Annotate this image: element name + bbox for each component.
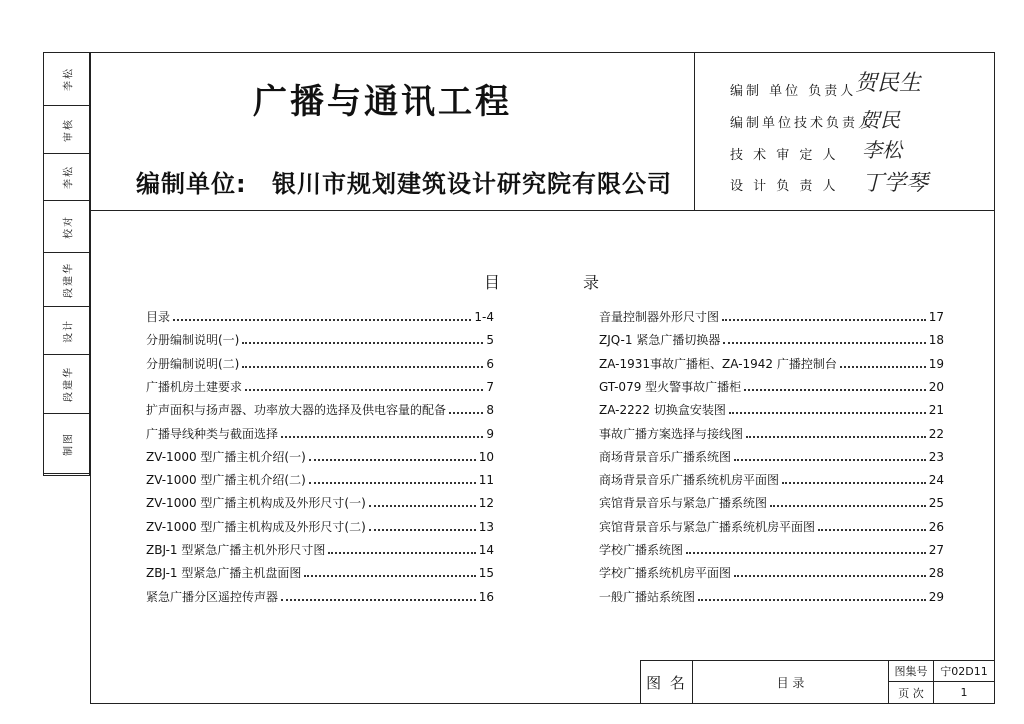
atlas-title: 广播与通讯工程 [253,82,512,122]
toc-entry-page: 20 [928,379,944,394]
toc-entry-page: 25 [928,496,944,511]
toc-entry-page: 10 [478,449,494,464]
toc-entry-title: 分册编制说明(一) [146,333,240,348]
toc-entry-title: ZV-1000 型广播主机介绍(一) [146,449,306,464]
toc-leader-dots [698,599,926,601]
toc-entry-title: ZJQ-1 紧急广播切换器 [599,333,721,348]
signature-cell [44,53,89,106]
toc-entry-page: 18 [928,333,944,348]
signature-cell-text: 段建华 [63,366,74,402]
toc-entry-page: 8 [486,403,494,418]
toc-leader-dots [281,599,476,601]
signature: 丁学琴 [862,171,929,196]
toc-entry[interactable] [146,355,494,375]
toc-entry-title: 商场背景音乐广播系统图 [599,449,732,464]
drawing-name-label: 图 名 [641,661,693,703]
toc-leader-dots [369,529,476,531]
toc-leader-dots [328,552,475,554]
signature-cell-text: 李松 [63,165,74,189]
toc-entry-title: 广播导线种类与截面选择 [146,426,279,441]
role-label: 技 术 审 定 人 [730,148,839,163]
toc-entry-title: 商场背景音乐广播系统机房平面图 [599,473,780,488]
toc-entry-title: ZV-1000 型广播主机构成及外形尺寸(二) [146,519,366,534]
toc-entry[interactable] [599,378,944,398]
toc-entry-page: 11 [478,473,494,488]
toc-entry[interactable] [599,355,944,375]
toc-entry[interactable] [146,448,494,468]
toc-leader-dots [729,412,926,414]
toc-heading-left: 目 [484,273,501,292]
toc-leader-dots [304,575,475,577]
header-divider [90,210,995,211]
toc-entry-title: 紧急广播分区遥控传声器 [146,589,279,604]
toc-entry-page: 26 [928,519,944,534]
toc-entry[interactable] [146,471,494,491]
signature-cell-text: 审核 [63,117,74,142]
signature-cell-text: 李松 [63,67,74,91]
toc-entry[interactable] [599,564,944,584]
toc-entry[interactable] [599,518,944,538]
signature: 贺民生 [855,71,922,96]
toc-entry-title: 一般广播站系统图 [599,589,696,604]
page-number-value: 1 [960,686,968,699]
page-number-label: 页 次 [889,682,934,703]
toc-entry-title: 扩声面积与扬声器、功率放大器的选择及供电容量的配备 [146,403,447,418]
toc-leader-dots [309,459,476,461]
toc-entry-title: 音量控制器外形尺寸图 [599,310,720,324]
atlas-number-value: 宁02D11 [934,661,994,682]
toc-entry-title: 事故广播方案选择与接线图 [599,426,744,441]
toc-entry[interactable] [146,425,494,445]
toc-entry[interactable] [146,588,494,608]
toc-entry-title: ZBJ-1 型紧急广播主机盘面图 [146,566,302,581]
toc-entry[interactable] [599,448,944,468]
toc-leader-dots [722,319,926,321]
toc-entry[interactable] [599,541,944,561]
role-label: 编制单位技术负责人 [730,116,875,131]
toc-entry-title: 宾馆背景音乐与紧急广播系统机房平面图 [599,519,816,534]
toc-leader-dots [173,319,471,321]
toc-entry-page: 24 [928,473,944,488]
toc-entry-title: ZBJ-1 型紧急广播主机外形尺寸图 [146,543,326,557]
toc-entry-page: 29 [928,589,944,604]
toc-entry-page: 14 [478,543,494,557]
toc-leader-dots [245,389,483,391]
toc-entry-title: 宾馆背景音乐与紧急广播系统图 [599,496,768,511]
toc-leader-dots [309,482,476,484]
toc-entry[interactable] [599,308,944,328]
toc-entry-page: 1-4 [474,310,494,324]
toc-entry-title: ZA-1931事故广播柜、ZA-1942 广播控制台 [599,356,837,371]
toc-entry-page: 13 [478,519,494,534]
toc-entry-page: 9 [486,426,494,441]
toc-leader-dots [734,575,926,577]
toc-leader-dots [686,552,926,554]
signature-cell [44,154,89,201]
toc-entry[interactable] [146,378,494,398]
toc-leader-dots [818,529,926,531]
signature-cell [44,414,89,474]
toc-entry-page: 21 [928,403,944,418]
toc-leader-dots [449,412,483,414]
role-label: 设 计 负 责 人 [730,179,839,194]
signature-column [43,52,90,476]
signature-cell-text: 设计 [63,318,74,343]
toc-leader-dots [723,342,925,344]
toc-leader-dots [369,505,476,507]
toc-entry-page: 23 [928,449,944,464]
toc-entry[interactable] [599,494,944,514]
toc-leader-dots [242,342,483,344]
toc-entry-title: ZA-2222 切换盒安装图 [599,403,726,418]
drawing-name-value: 目 录 [693,661,889,703]
toc-entry-title: 目录 [146,310,171,324]
toc-entry-page: 22 [928,426,944,441]
signature-cell-text: 制图 [63,431,74,456]
toc-entry-page: 19 [928,356,944,371]
signature-cell [44,106,89,154]
toc-leader-dots [242,366,483,368]
org-name: 银川市规划建筑设计研究院有限公司 [272,170,672,198]
toc-entry[interactable] [146,401,494,421]
toc-entry-title: ZV-1000 型广播主机构成及外形尺寸(一) [146,496,366,511]
toc-entry-page: 17 [928,310,944,324]
toc-entry-title: 学校广播系统图 [599,543,684,557]
toc-entry[interactable] [146,308,494,328]
signature-cell-text: 段建华 [63,261,74,298]
toc-entry-title: 分册编制说明(二) [146,356,240,371]
toc-leader-dots [840,366,926,368]
toc-heading-right: 录 [583,273,600,292]
header-vertical-divider [694,52,695,210]
toc-entry[interactable] [599,401,944,421]
toc-entry-page: 15 [478,566,494,581]
toc-entry[interactable] [146,564,494,584]
signature-cell [44,253,89,307]
title-block [640,660,995,704]
signature-cell [44,201,89,253]
toc-entry[interactable] [146,541,494,561]
toc-leader-dots [746,436,926,438]
signature: 李松 [862,138,902,162]
toc-entry[interactable] [599,425,944,445]
toc-leader-dots [770,505,926,507]
toc-entry[interactable] [146,518,494,538]
signature-cell [44,307,89,355]
toc-entry-title: GT-079 型火警事故广播柜 [599,379,742,394]
toc-entry-page: 12 [478,496,494,511]
toc-entry[interactable] [599,588,944,608]
signature: 贺民 [860,108,900,132]
toc-entry[interactable] [599,471,944,491]
signature-cell-text: 校对 [63,214,74,239]
toc-entry-page: 7 [486,379,494,394]
toc-leader-dots [744,389,926,391]
toc-entry-page: 28 [928,566,944,581]
toc-entry-page: 5 [486,333,494,348]
toc-entry[interactable] [599,331,944,351]
toc-entry[interactable] [146,331,494,351]
toc-entry-title: 学校广播系统机房平面图 [599,566,732,581]
role-label: 编制 单位 负责人 [730,84,857,99]
toc-entry-title: 广播机房土建要求 [146,379,243,394]
toc-entry-page: 27 [928,543,944,557]
atlas-number-label: 图集号 [889,661,934,682]
toc-leader-dots [734,459,926,461]
toc-entry-page: 6 [486,356,494,371]
org-label: 编制单位: [136,170,247,198]
toc-entry-page: 16 [478,589,494,604]
toc-entry-title: ZV-1000 型广播主机介绍(二) [146,473,306,488]
toc-leader-dots [782,482,926,484]
signature-cell [44,355,89,414]
toc-entry[interactable] [146,494,494,514]
toc-leader-dots [281,436,483,438]
